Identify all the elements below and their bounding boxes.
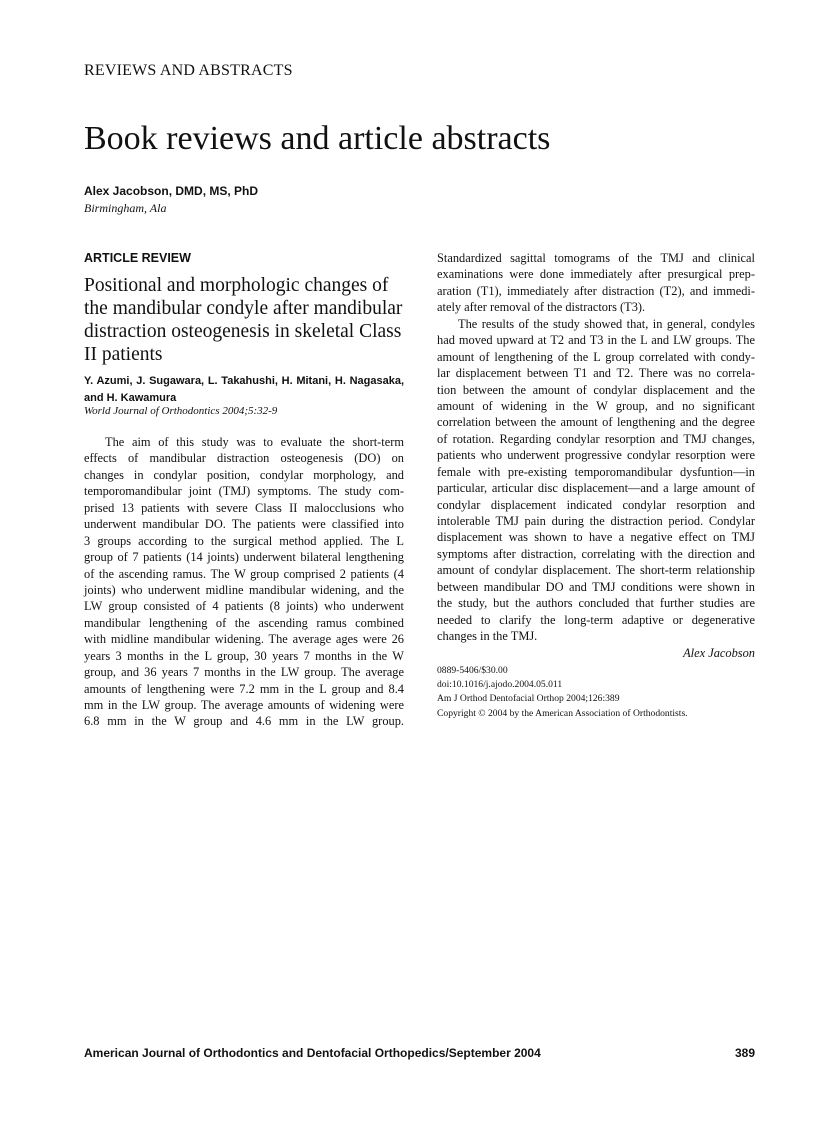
text-line: mandibular lengthening of the ascending ramus combined (84, 615, 404, 630)
text-line: female with pre-existing temporomandibular dysfuntion—in (437, 464, 755, 479)
meta-journal-ref: Am J Orthod Dentofacial Orthop 2004;126:389 (437, 693, 620, 705)
text-line: symptoms after distraction, correlating with the direction and (437, 546, 755, 561)
text-line: temporomandibular joint (TMJ) symptoms. The study com- (84, 484, 404, 499)
text-line: particular, articular disc displacement—and a large amount of (437, 481, 755, 496)
page-number: 389 (734, 1046, 755, 1060)
text-line: The results of the study showed that, in general, condyles (458, 316, 755, 331)
text-line: joints) who underwent midline mandibular widening, and the (84, 582, 404, 597)
text-line: between mandibular DO and TMJ conditions were shown in (437, 579, 755, 594)
text-line: 3 groups according to the surgical method applied. The L (84, 533, 404, 548)
article-title: Positional and morphologic changes of the mandibular condyle after mandibular distraction osteogenesis in skeletal Class II patients (84, 275, 403, 365)
meta-price: 0889-5406/$30.00 (437, 665, 508, 676)
text-line: mm in the LW group. The average amounts of widening were (84, 698, 404, 712)
text-line: ately after removal of the distractors (T3). (437, 300, 646, 315)
text-line: the study, but the authors concluded that further studies are (437, 596, 755, 611)
text-line: aration (T1), immediately after distraction (T2), and immedi- (437, 283, 755, 298)
article-citation: World Journal of Orthodontics 2004;5:32-9 (84, 405, 278, 417)
meta-doi: doi:10.1016/j.ajodo.2004.05.011 (437, 679, 563, 691)
article-meta (437, 664, 688, 721)
text-line: underwent mandibular DO. The patients were classified into (84, 517, 404, 532)
text-line: The aim of this study was to evaluate the short-term (105, 435, 404, 449)
signature: Alex Jacobson (683, 646, 755, 660)
text-line: with midline mandibular widening. The average ages were 26 (84, 632, 404, 647)
text-line: needed to clarify the long-term adaptive or degenerative (437, 612, 755, 627)
footer-journal: American Journal of Orthodontics and Dentofacial Orthopedics/September 2004 (84, 1046, 541, 1060)
text-line: displacement was shown to have a negative effect on TMJ (437, 530, 755, 545)
text-line: amount of lengthening of the L group correlated with condy- (437, 349, 755, 364)
text-line: LW group consisted of 4 patients (8 joints) who underwent (84, 599, 404, 614)
meta-copyright: Copyright © 2004 by the American Association of Orthodontists. (437, 707, 688, 719)
article-authors: Y. Azumi, J. Sugawara, L. Takahushi, H. Mitani, H. Nagasaka, and H. Kawamura (84, 375, 404, 404)
text-line: lar displacement between T1 and T2. There was no correla- (437, 366, 755, 381)
text-line: changes in the TMJ. (437, 629, 538, 644)
text-line: amount of condylar displacement. The short-term relationship (437, 563, 755, 578)
text-line: of the ascending ramus. The W group comprised 2 patients (4 (84, 566, 404, 581)
text-line: group of 7 patients (14 joints) underwent bilateral lengthening (84, 550, 404, 565)
text-line: of rotation. Regarding condylar resorption and TMJ changes, (437, 431, 755, 446)
text-line: tion between the amount of condylar displacement and the (437, 382, 755, 397)
text-line: years 3 months in the L group, 30 years 7 months in the W (84, 648, 404, 663)
text-line: amounts of lengthening were 7.2 mm in the L group and 8.4 (84, 681, 404, 696)
text-line: had moved upward at T2 and T3 in the L and LW groups. The (437, 333, 755, 348)
text-line: prised 13 patients with severe Class II malocclusions who (84, 500, 404, 515)
right-column (437, 250, 755, 645)
text-line: group, and 36 years 7 months in the LW group. The average (84, 665, 404, 680)
text-line: examinations were done immediately after presurgical prep- (437, 267, 755, 282)
text-line: intolerable TMJ pain during the distraction period. Condylar (437, 514, 755, 528)
text-line: effects of mandibular distraction osteogenesis (DO) on (84, 451, 404, 466)
text-line: patients who underwent progressive condylar resorption were (437, 448, 755, 463)
text-line: condylar displacement indicated condylar resorption and (437, 497, 755, 512)
text-line: amount of widening in the W group, and no significant (437, 398, 755, 413)
affiliation: Birmingham, Ala (84, 201, 167, 215)
page-title: Book reviews and article abstracts (84, 120, 551, 157)
section-header: REVIEWS AND ABSTRACTS (84, 62, 293, 79)
text-line: Standardized sagittal tomograms of the TMJ and clinical (437, 251, 755, 265)
text-line: 6.8 mm in the W group and 4.6 mm in the LW group. (84, 714, 404, 729)
article-kicker: ARTICLE REVIEW (84, 251, 191, 265)
text-line: correlation between the amount of lengthening and the degree (437, 415, 755, 430)
author: Alex Jacobson, DMD, MS, PhD (84, 184, 259, 198)
left-column (84, 434, 404, 730)
text-line: changes in condylar position, condylar morphology, and (84, 467, 404, 482)
